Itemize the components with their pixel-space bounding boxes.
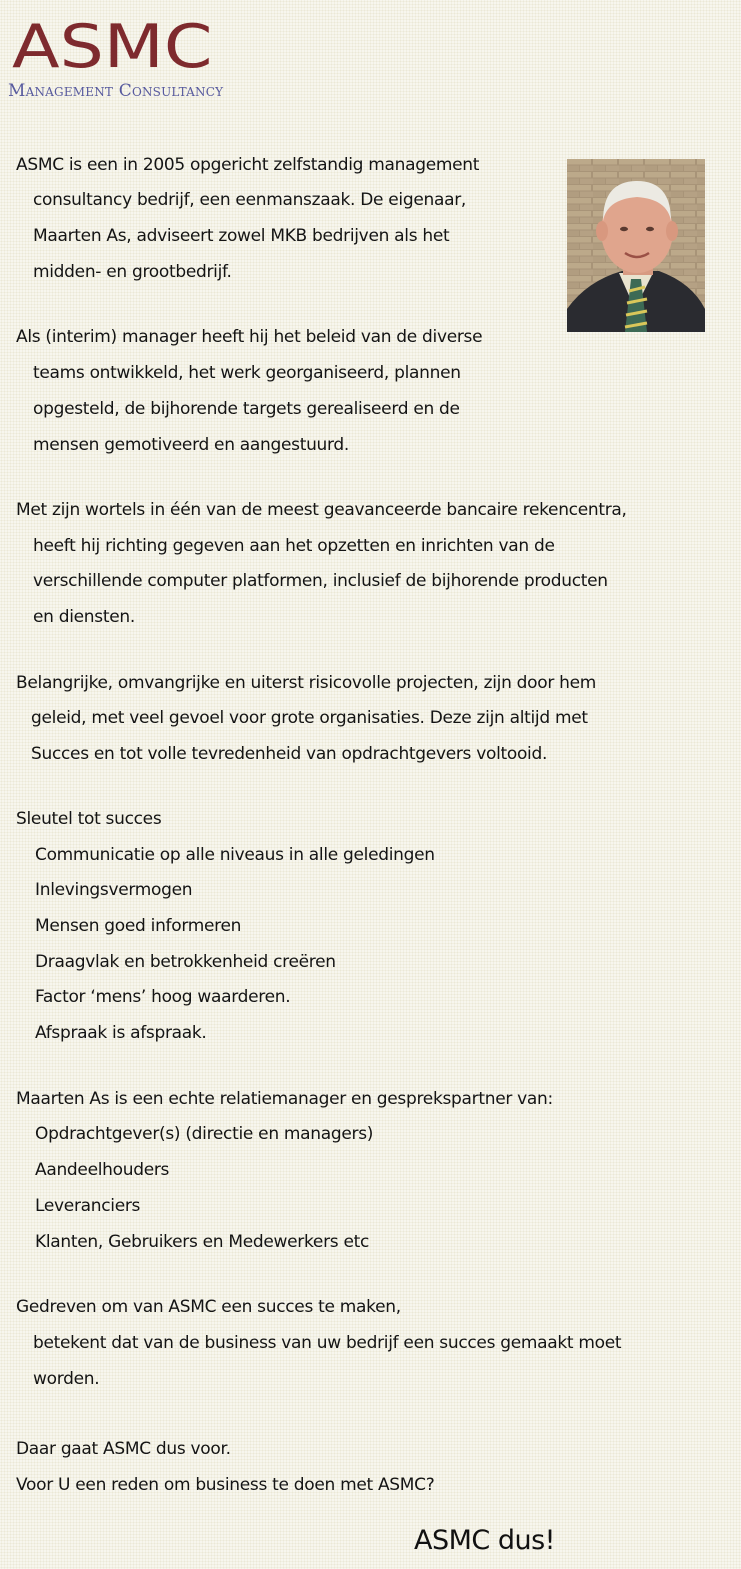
success-key-item: Mensen goed informeren bbox=[35, 916, 242, 936]
closing-line: Daar gaat ASMC dus voor. bbox=[16, 1439, 231, 1459]
relation-item: Aandeelhouders bbox=[35, 1160, 170, 1180]
success-key-item: Draagvlak en betrokkenheid creëren bbox=[35, 952, 336, 972]
manager-line: teams ontwikkeld, het werk georganiseerd, plannen bbox=[33, 363, 461, 383]
intro-line: Maarten As, adviseert zowel MKB bedrijven als het bbox=[33, 226, 450, 246]
success-keys-heading: Sleutel tot succes bbox=[16, 809, 162, 829]
driven-line: betekent dat van de business van uw bedrijf een succes gemaakt moet bbox=[33, 1333, 622, 1353]
manager-line: mensen gemotiveerd en aangestuurd. bbox=[33, 435, 350, 455]
intro-line: consultancy bedrijf, een eenmanszaak. De eigenaar, bbox=[33, 190, 467, 210]
roots-line: Met zijn wortels in één van de meest geavanceerde bancaire rekencentra, bbox=[16, 500, 627, 520]
signature: ASMC dus! bbox=[414, 1525, 555, 1556]
projects-line: geleid, met veel gevoel voor grote organisaties. Deze zijn altijd met bbox=[31, 708, 588, 728]
relations-heading: Maarten As is een echte relatiemanager en gesprekspartner van: bbox=[16, 1089, 553, 1109]
closing-line: Voor U een reden om business te doen met ASMC? bbox=[16, 1475, 435, 1495]
driven-line: worden. bbox=[33, 1369, 100, 1389]
relation-item: Opdrachtgever(s) (directie en managers) bbox=[35, 1124, 374, 1144]
logo: ASMC bbox=[12, 12, 213, 82]
portrait-image bbox=[567, 159, 705, 332]
driven-line: Gedreven om van ASMC een succes te maken, bbox=[16, 1297, 401, 1317]
logo-tagline: Management Consultancy bbox=[8, 81, 224, 101]
portrait-photo bbox=[567, 159, 705, 332]
success-key-item: Inlevingsvermogen bbox=[35, 880, 193, 900]
manager-line: opgesteld, de bijhorende targets gerealiseerd en de bbox=[33, 399, 460, 419]
projects-line: Succes en tot volle tevredenheid van opdrachtgevers voltooid. bbox=[31, 744, 548, 764]
projects-line: Belangrijke, omvangrijke en uiterst risicovolle projecten, zijn door hem bbox=[16, 673, 597, 693]
success-key-item: Afspraak is afspraak. bbox=[35, 1023, 207, 1043]
roots-line: en diensten. bbox=[33, 607, 135, 627]
intro-line: ASMC is een in 2005 opgericht zelfstandig management bbox=[16, 155, 480, 175]
success-key-item: Communicatie op alle niveaus in alle geledingen bbox=[35, 845, 435, 865]
success-key-item: Factor ‘mens’ hoog waarderen. bbox=[35, 987, 291, 1007]
roots-line: heeft hij richting gegeven aan het opzetten en inrichten van de bbox=[33, 536, 555, 556]
roots-line: verschillende computer platformen, inclusief de bijhorende producten bbox=[33, 571, 608, 591]
relation-item: Leveranciers bbox=[35, 1196, 141, 1216]
relation-item: Klanten, Gebruikers en Medewerkers etc bbox=[35, 1232, 370, 1252]
manager-line: Als (interim) manager heeft hij het beleid van de diverse bbox=[16, 327, 483, 347]
intro-line: midden- en grootbedrijf. bbox=[33, 262, 232, 282]
